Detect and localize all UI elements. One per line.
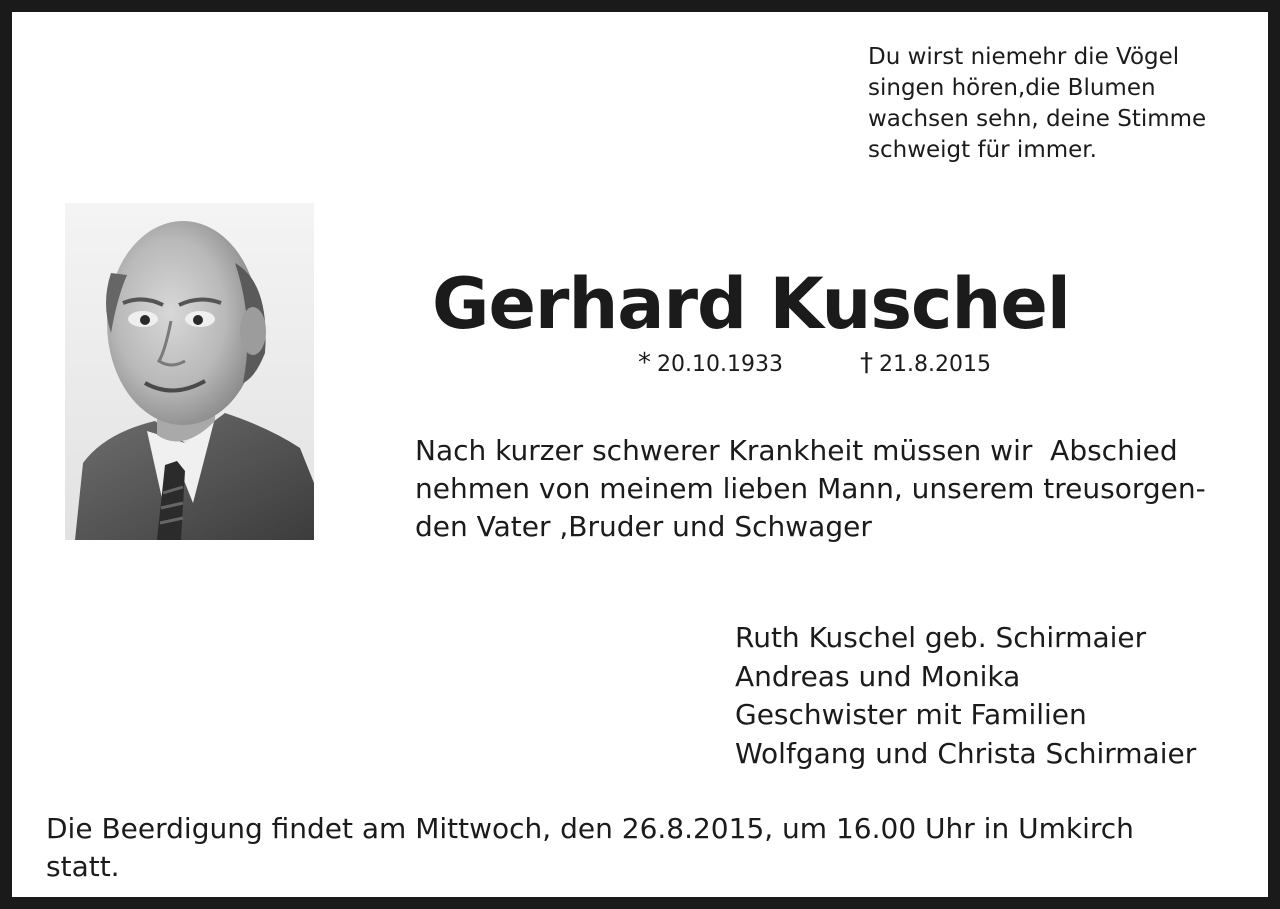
deceased-name: Gerhard Kuschel (432, 263, 1070, 345)
funeral-notice (46, 810, 1134, 886)
funeral-line: Die Beerdigung findet am Mittwoch, den 26.8.2015, um 16.00 Uhr in Umkirch (46, 812, 1134, 845)
poem-line: wachsen sehn, deine Stimme (868, 106, 1207, 132)
mourner-line: Wolfgang und Christa Schirmaier (735, 736, 1197, 770)
mourner-line: Geschwister mit Familien (735, 698, 1087, 731)
poem-line: singen hören,die Blumen (868, 75, 1156, 101)
death-date-group (860, 348, 991, 378)
cross-icon: † (860, 348, 873, 378)
mourners-list (735, 619, 1196, 773)
announcement-line: den Vater ,Bruder und Schwager (415, 510, 872, 543)
poem-line: schweigt für immer. (868, 137, 1097, 163)
announcement-line: nehmen von meinem lieben Mann, unserem treusorgen- (415, 472, 1206, 505)
funeral-line: statt. (46, 850, 120, 883)
birth-date-group (638, 348, 783, 378)
portrait-illustration (65, 203, 314, 540)
obituary-card (12, 12, 1268, 897)
announcement-text (415, 432, 1245, 546)
mourner-line: Andreas und Monika (735, 659, 1021, 693)
poem-quote (868, 42, 1258, 166)
mourner-line: Ruth Kuschel geb. Schirmaier (735, 621, 1147, 654)
poem-line: Du wirst niemehr die Vögel (868, 44, 1180, 70)
announcement-line: Nach kurzer schwerer Krankheit müssen wir Abschied (415, 434, 1178, 467)
portrait-photo (65, 203, 314, 540)
birth-star-icon: * (638, 348, 651, 378)
birth-date: 20.10.1933 (657, 352, 783, 377)
death-date: 21.8.2015 (879, 352, 991, 377)
